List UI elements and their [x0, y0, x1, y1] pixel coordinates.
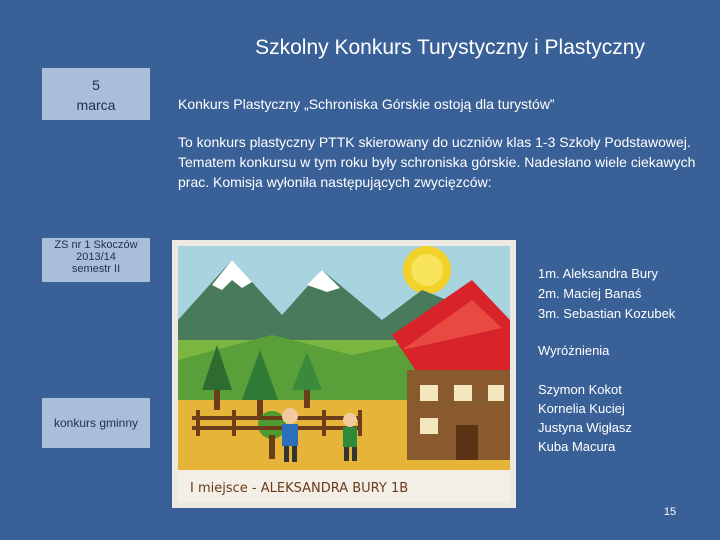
painting-caption: I miejsce - ALEKSANDRA BURY 1B [190, 481, 409, 496]
winner-third: 3m. Sebastian Kozubek [538, 306, 676, 321]
contest-subtitle: Konkurs Plastyczny „Schroniska Górskie ostoją dla turystów” [178, 96, 555, 112]
distinction-item: Szymon Kokot [538, 382, 622, 397]
school-year: 2013/14 [76, 251, 116, 263]
slide-title: Szkolny Konkurs Turystyczny i Plastyczny [255, 36, 645, 59]
date-box [42, 68, 150, 120]
contest-intro: To konkurs plastyczny PTTK skierowany do uczniów klas 1-3 Szkoły Podstawowej. Tematem konkursu w tym roku były schroniska górskie. Nadesłano wiele ciekawych prac. Komisja wyłoniła następujących zwycięzców: [178, 134, 696, 190]
winner-first: 1m. Aleksandra Bury [538, 266, 658, 281]
level-box: konkurs gminny [42, 398, 150, 448]
school-semester: semestr II [71, 263, 121, 275]
distinction-item: Kuba Macura [538, 439, 616, 454]
painting-illustration [172, 240, 516, 508]
page-number: 15 [663, 506, 677, 518]
distinctions-list [538, 380, 708, 456]
distinctions-heading: Wyróżnienia [538, 343, 610, 358]
school-name: ZS nr 1 Skoczów [54, 239, 138, 251]
date-month: marca [76, 97, 116, 113]
distinction-item: Kornelia Kuciej [538, 401, 625, 416]
winner-second: 2m. Maciej Banaś [538, 286, 642, 301]
winning-painting [172, 240, 516, 508]
winners-list [538, 264, 708, 324]
school-box [42, 238, 150, 282]
date-day: 5 [92, 77, 100, 93]
distinction-item: Justyna Wigłasz [538, 420, 632, 435]
